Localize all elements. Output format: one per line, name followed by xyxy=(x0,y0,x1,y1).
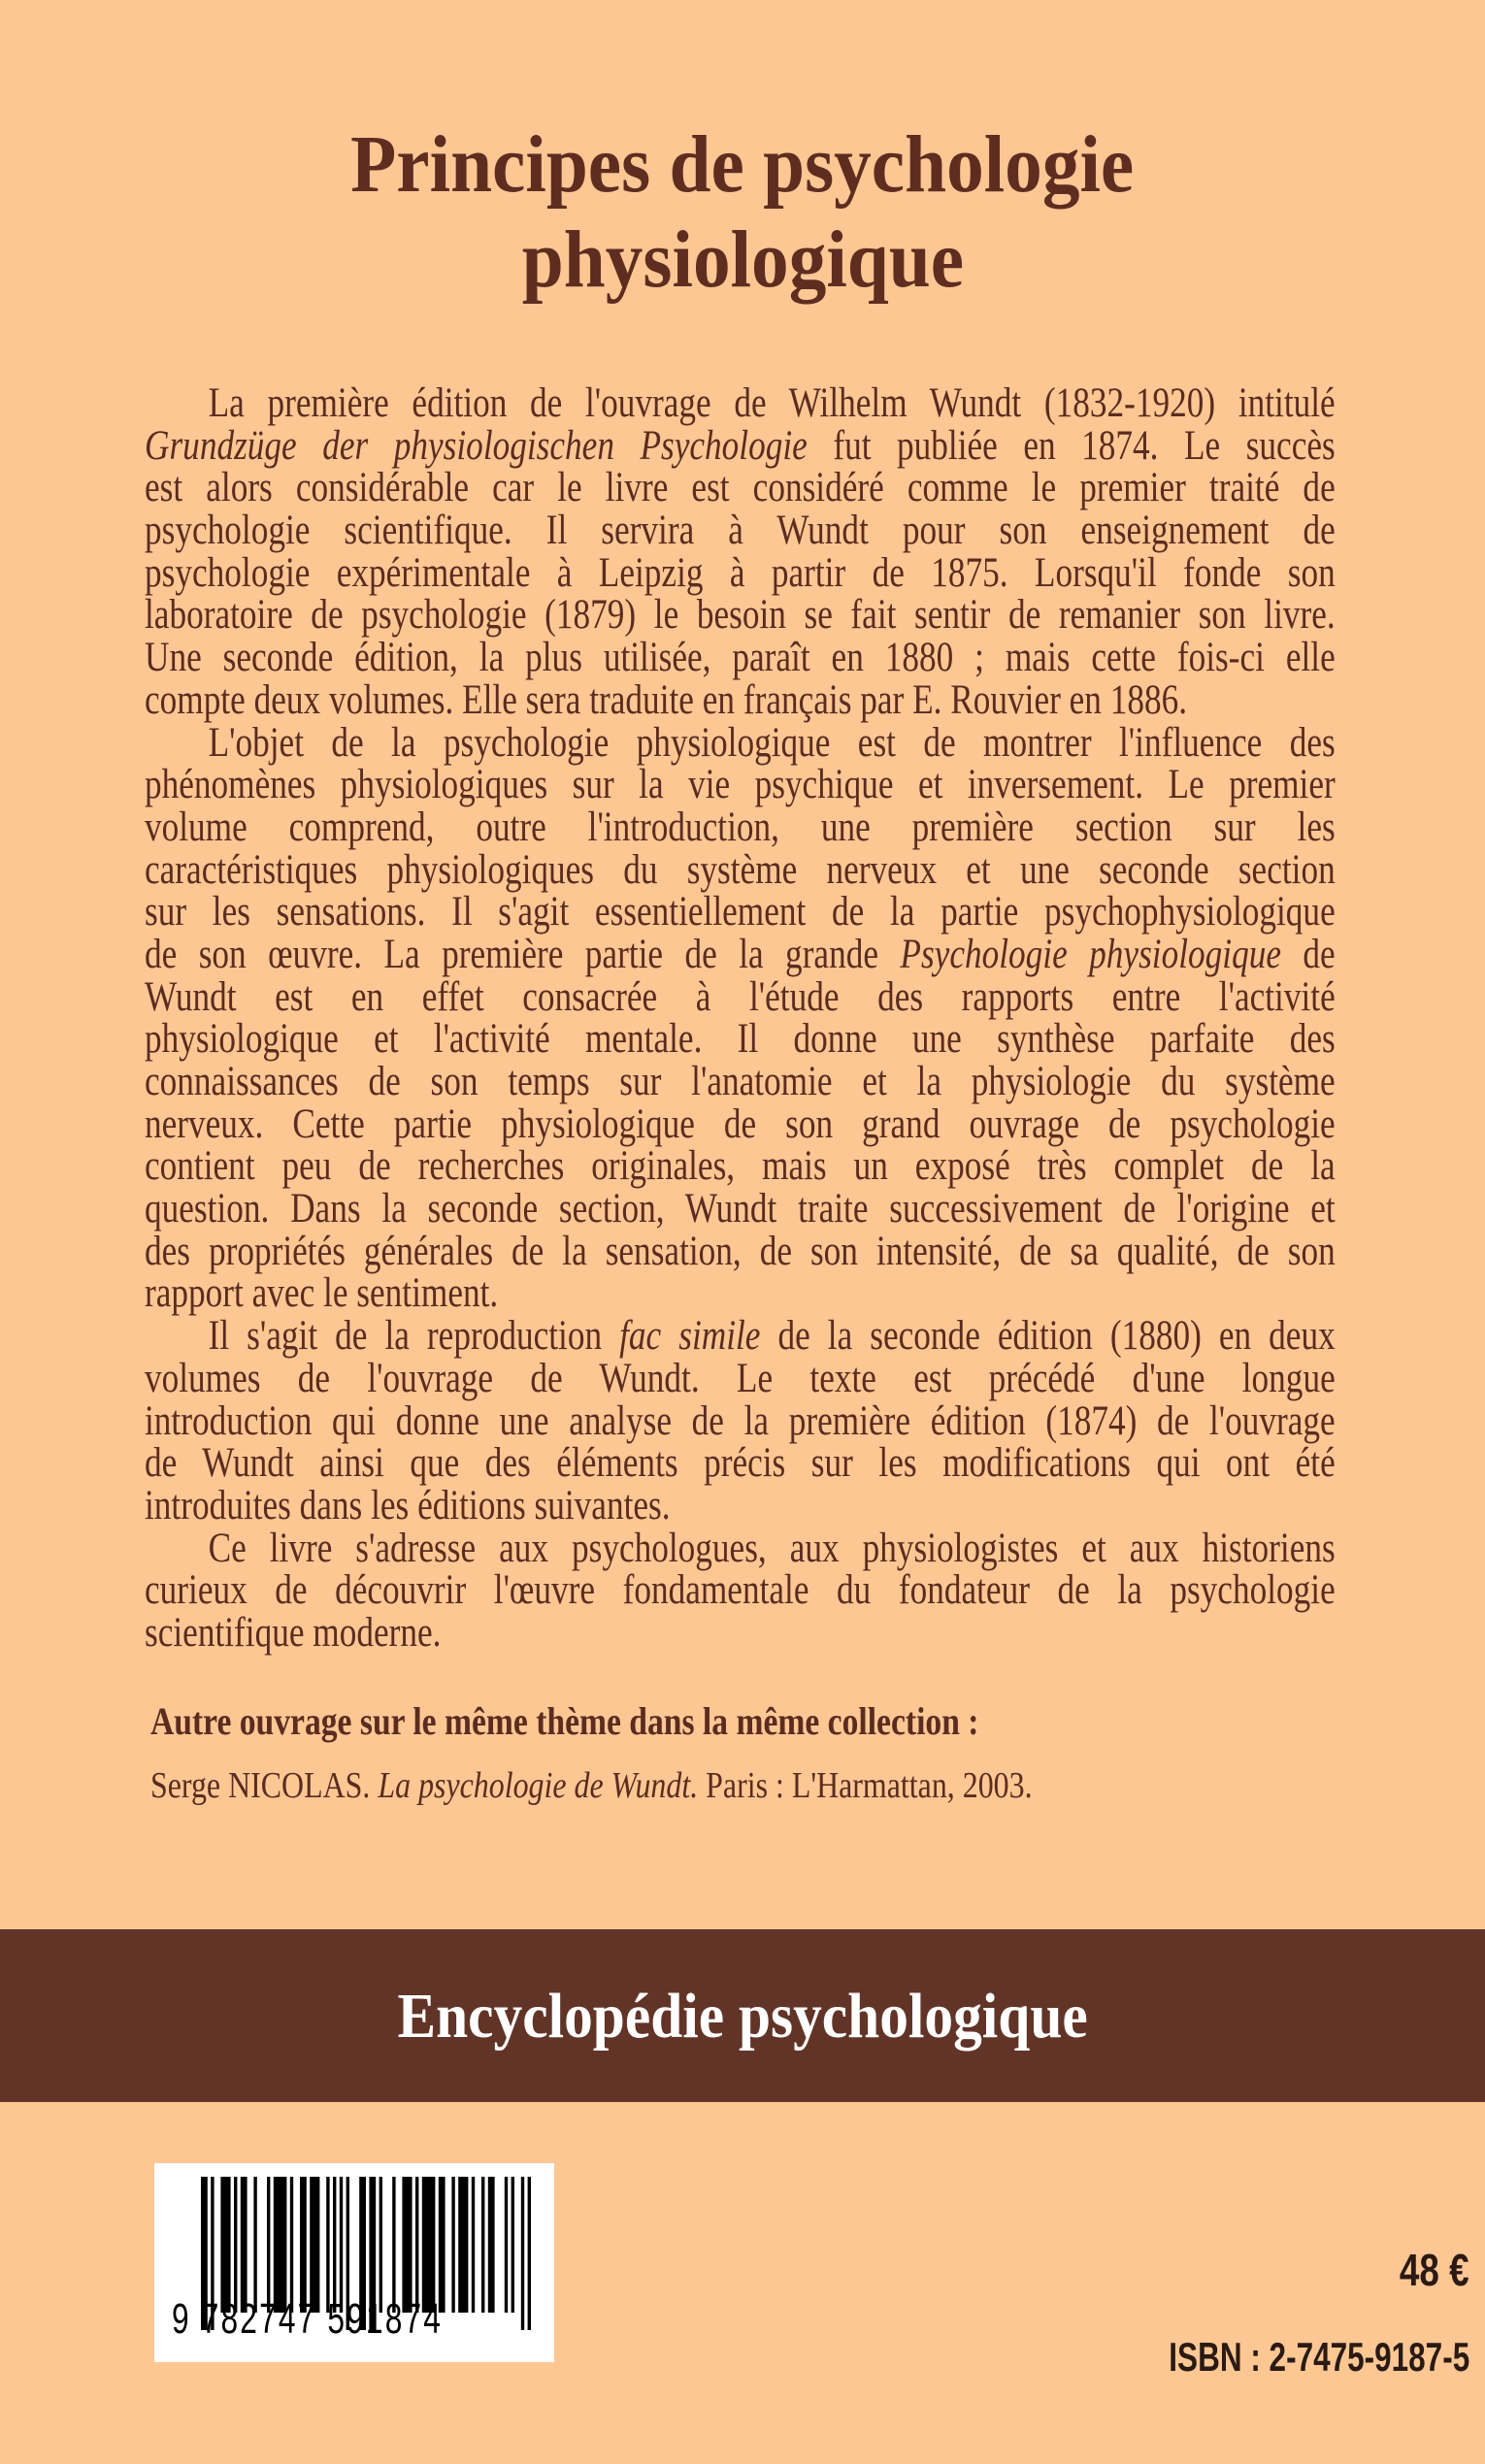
title-text: Principes de psychologie xyxy=(350,119,1135,210)
barcode-bar xyxy=(392,2177,395,2313)
text-run: physiologique et l'activité mentale. Il donne une synthèse parfaite des xyxy=(145,1016,1336,1063)
barcode-bar xyxy=(521,2177,524,2330)
text-run: fut publiée en 1874. Le succès xyxy=(807,422,1336,469)
paragraph-1-line xyxy=(145,382,1336,425)
paragraph-3-line xyxy=(145,1482,1336,1528)
paragraph-1-line xyxy=(145,422,1336,469)
text-run: Une seconde édition, la plus utilisée, paraît en 1880 ; mais cette fois-ci elle xyxy=(145,635,1336,681)
italic-title-run: Grundzüge der physiologischen Psychologie xyxy=(145,422,808,469)
paragraph-3-line xyxy=(145,1442,1336,1485)
text-run: Wundt est en effet consacrée à l'étude des rapports entre l'activité xyxy=(145,973,1336,1020)
text-run: psychologie scientifique. Il servira à Wundt pour son enseignement de xyxy=(145,508,1336,554)
barcode-bar xyxy=(458,2177,468,2313)
paragraph-2-line xyxy=(145,1228,1336,1274)
barcode-bar xyxy=(512,2177,514,2313)
barcode-bar xyxy=(422,2177,436,2313)
text-run: est alors considérable car le livre est considéré comme le premier traité de xyxy=(145,465,1336,511)
barcode-bar xyxy=(505,2177,508,2313)
paragraph-2-line xyxy=(145,764,1336,806)
other-work-title: La psychologie de Wundt. xyxy=(378,1765,699,1806)
barcode-bar xyxy=(340,2177,343,2313)
barcode-bar xyxy=(253,2177,256,2313)
barcode-bar xyxy=(415,2177,418,2313)
collection-title xyxy=(0,1980,1485,2053)
text-run: psychologie expérimentale à Leipzig à partir de 1875. Lorsqu'il fonde son xyxy=(145,549,1336,596)
text-run: volume comprend, outre l'introduction, une première section sur les xyxy=(145,804,1336,850)
text-run: Il s'agit de la reproduction xyxy=(208,1313,620,1360)
text-run: curieux de découvrir l'œuvre fondamentale du fondateur de la psychologie xyxy=(145,1567,1336,1614)
paragraph-4-line xyxy=(145,1609,1336,1656)
text-run: des propriétés générales de la sensation, de son intensité, de sa qualité, de son xyxy=(145,1228,1336,1274)
paragraph-2-line xyxy=(145,973,1336,1020)
barcode-bar xyxy=(481,2177,484,2313)
text-run: contient peu de recherches originales, mais un exposé très complet de la xyxy=(145,1143,1336,1190)
barcode-bar xyxy=(310,2177,319,2313)
paragraph-1-line xyxy=(145,594,1336,637)
text-run: de Wundt ainsi que des éléments précis sur les modifications qui ont été xyxy=(145,1440,1336,1487)
barcode-digits: 9 782747 591874 xyxy=(172,2295,444,2343)
barcode-bar xyxy=(290,2177,293,2313)
text-run: introduites dans les éditions suivantes. xyxy=(145,1482,671,1528)
text-run: introduction qui donne une analyse de la première édition (1874) de l'ouvrage xyxy=(145,1397,1336,1444)
paragraph-1-line xyxy=(145,509,1336,552)
other-work-reference xyxy=(150,1764,1033,1807)
paragraph-2-line xyxy=(145,719,1336,766)
barcode-bar xyxy=(333,2177,336,2313)
other-work-author: Serge NICOLAS. xyxy=(150,1765,379,1806)
barcode-bar xyxy=(241,2177,248,2313)
paragraph-1-line xyxy=(145,637,1336,679)
barcode-bar xyxy=(267,2177,270,2313)
paragraph-1-line xyxy=(145,676,1336,723)
barcode-bar xyxy=(439,2177,446,2313)
other-work-heading: Autre ouvrage sur le même thème dans la même collection : xyxy=(150,1699,979,1743)
text-run: question. Dans la seconde section, Wundt traite successivement de l'origine et xyxy=(145,1186,1336,1232)
paragraph-2-line xyxy=(145,931,1336,977)
isbn: ISBN : 2-7475-9187-5 xyxy=(1169,2334,1469,2380)
title-text: physiologique xyxy=(521,214,964,305)
paragraph-3-line xyxy=(145,1397,1336,1444)
text-run: volumes de l'ouvrage de Wundt. Le texte est précédé d'une longue xyxy=(145,1355,1336,1401)
barcode-bar xyxy=(528,2177,531,2330)
text-run: rapport avec le sentiment. xyxy=(145,1270,499,1317)
text-run: de la seconde édition (1880) en deux xyxy=(760,1313,1336,1360)
barcode-bar xyxy=(451,2177,454,2313)
collection-band xyxy=(0,1929,1485,2102)
text-run: scientifique moderne. xyxy=(145,1609,442,1656)
barcode-bar xyxy=(402,2177,412,2313)
text-run: de son œuvre. La première partie de la grande xyxy=(145,931,901,977)
text-run: caractéristiques physiologiques du système nerveux et une seconde section xyxy=(145,846,1336,893)
text-run: Ce livre s'adresse aux psychologues, aux physiologistes et aux historiens xyxy=(208,1525,1336,1571)
barcode-bar xyxy=(300,2177,307,2313)
barcode-bar xyxy=(274,2177,287,2313)
paragraph-3-line xyxy=(145,1315,1336,1358)
barcode-bar xyxy=(326,2177,329,2313)
paragraph-4-line xyxy=(145,1569,1336,1612)
book-title-line-1 xyxy=(0,118,1485,212)
paragraph-2-line xyxy=(145,891,1336,934)
paragraph-1-line xyxy=(145,467,1336,509)
barcode-bar xyxy=(488,2177,495,2313)
barcode-bar xyxy=(380,2177,382,2313)
paragraph-2-line xyxy=(145,806,1336,849)
italic-title-run: Psychologie physiologique xyxy=(900,931,1281,977)
barcode-bar xyxy=(234,2177,237,2313)
paragraph-2-line xyxy=(145,1061,1336,1103)
text-run: sur les sensations. Il s'agit essentiellement de la partie psychophysiologique xyxy=(145,889,1336,936)
collection-title-text: Encyclopédie psychologique xyxy=(397,1981,1088,2052)
paragraph-4-line xyxy=(145,1525,1336,1571)
italic-title-run: fac simile xyxy=(619,1313,761,1360)
text-run: compte deux volumes. Elle sera traduite en français par E. Rouvier en 1886. xyxy=(145,676,1188,723)
text-run: La première édition de l'ouvrage de Wilhelm Wundt (1832-1920) intitulé xyxy=(208,380,1336,426)
barcode-bar xyxy=(220,2177,230,2313)
paragraph-2-line xyxy=(145,1018,1336,1061)
text-run: nerveux. Cette partie physiologique de son grand ouvrage de psychologie xyxy=(145,1101,1336,1147)
paragraph-2-line xyxy=(145,1272,1336,1315)
paragraph-2-line xyxy=(145,846,1336,893)
text-run: laboratoire de psychologie (1879) le besoin se fait sentir de remanier son livre. xyxy=(145,592,1336,639)
barcode-bar xyxy=(472,2177,475,2313)
paragraph-2-line xyxy=(145,1145,1336,1188)
barcode xyxy=(154,2163,554,2362)
paragraph-1-line xyxy=(145,549,1336,596)
description-body xyxy=(145,382,1336,1655)
price: 48 € xyxy=(1400,2245,1469,2295)
paragraph-2-line xyxy=(145,1103,1336,1146)
paragraph-3-line xyxy=(145,1355,1336,1401)
book-title-line-2 xyxy=(0,214,1485,307)
text-run: connaissances de son temps sur l'anatomie et la physiologie du système xyxy=(145,1059,1336,1104)
text-run: de xyxy=(1280,931,1336,977)
paragraph-2-line xyxy=(145,1188,1336,1231)
text-run: phénomènes physiologiques sur la vie psychique et inversement. Le premier xyxy=(145,762,1336,808)
text-run: L'objet de la psychologie physiologique est de montrer l'influence des xyxy=(208,719,1336,766)
other-work-publisher: Paris : L'Harmattan, 2003. xyxy=(698,1765,1033,1806)
